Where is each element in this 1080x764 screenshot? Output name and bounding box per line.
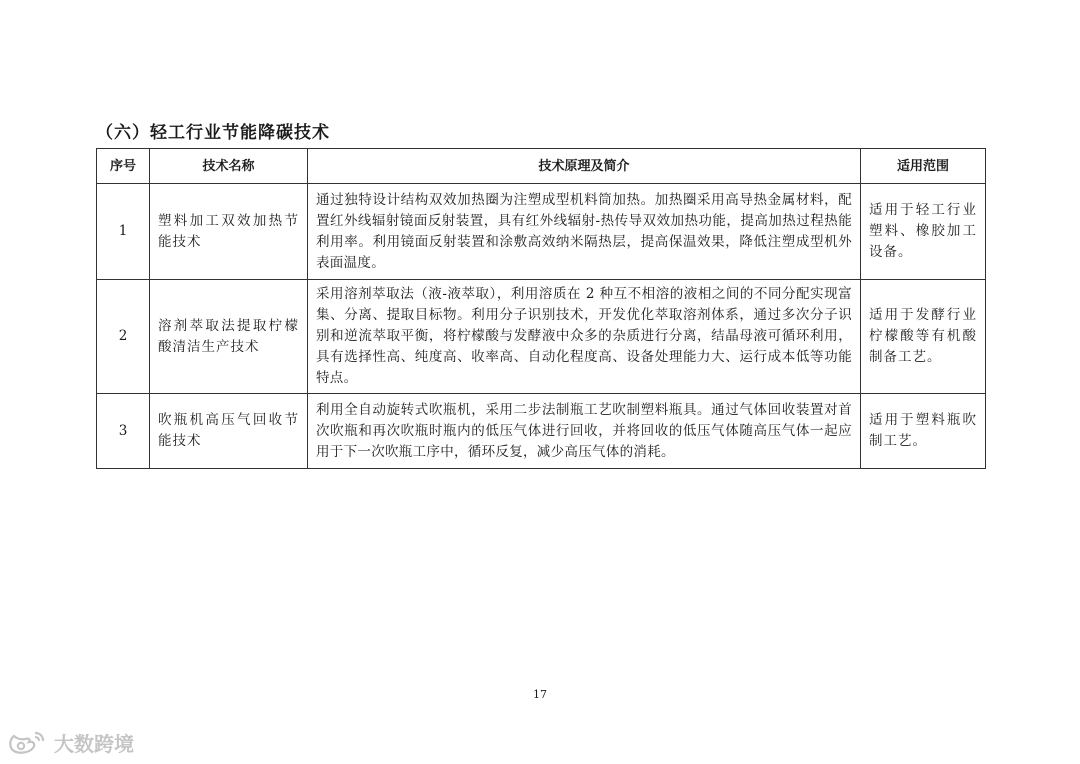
technology-table <box>96 148 986 469</box>
table-header-row <box>97 149 986 184</box>
table-row <box>97 184 986 280</box>
watermark <box>8 728 134 757</box>
page-number: 17 <box>533 688 547 701</box>
header-name: 技术名称 <box>150 149 308 184</box>
row-name: 塑料加工双效加热节能技术 <box>150 184 308 280</box>
weibo-logo-icon <box>8 730 48 756</box>
table-row <box>97 394 986 469</box>
section-title: （六）轻工行业节能降碳技术 <box>96 123 330 143</box>
row-scope: 适用于轻工行业塑料、橡胶加工设备。 <box>861 184 986 280</box>
row-name: 溶剂萃取法提取柠檬酸清洁生产技术 <box>150 280 308 394</box>
row-description: 利用全自动旋转式吹瓶机，采用二步法制瓶工艺吹制塑料瓶具。通过气体回收装置对首次吹瓶和再次吹瓶时瓶内的低压气体进行回收，并将回收的低压气体随高压气体一起应用于下一次吹瓶工序中，循环反复，减少高压气体的消耗。 <box>308 394 861 469</box>
row-scope: 适用于塑料瓶吹制工艺。 <box>861 394 986 469</box>
header-no: 序号 <box>97 149 150 184</box>
row-no: 3 <box>97 394 150 469</box>
row-name: 吹瓶机高压气回收节能技术 <box>150 394 308 469</box>
row-description: 通过独特设计结构双效加热圈为注塑成型机料筒加热。加热圈采用高导热金属材料，配置红外线辐射镜面反射装置，具有红外线辐射-热传导双效加热功能，提高加热过程热能利用率。利用镜面反射装置和涂敷高效纳米隔热层，提高保温效果，降低注塑成型机外表面温度。 <box>308 184 861 280</box>
header-scope: 适用范围 <box>861 149 986 184</box>
row-no: 1 <box>97 184 150 280</box>
header-description: 技术原理及简介 <box>308 149 861 184</box>
table-row <box>97 280 986 394</box>
row-no: 2 <box>97 280 150 394</box>
row-scope: 适用于发酵行业柠檬酸等有机酸制备工艺。 <box>861 280 986 394</box>
row-description: 采用溶剂萃取法（液-液萃取），利用溶质在 2 种互不相溶的液相之间的不同分配实现富集、分离、提取目标物。利用分子识别技术，开发优化萃取溶剂体系，通过多次分子识别和逆流萃取平衡，将柠檬酸与发酵液中众多的杂质进行分离，结晶母液可循环利用，具有选择性高、纯度高、收率高、自动化程度高、设备处理能力大、运行成本低等功能特点。 <box>308 280 861 394</box>
watermark-text: 大数跨境 <box>54 732 134 756</box>
